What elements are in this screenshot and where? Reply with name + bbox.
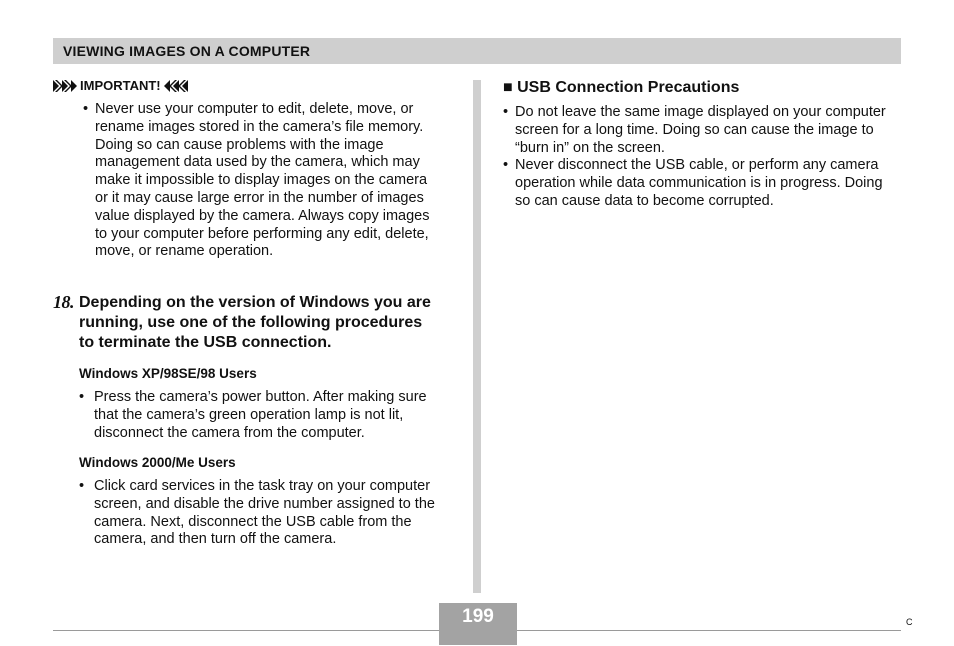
- section-header-title: VIEWING IMAGES ON A COMPUTER: [63, 43, 311, 59]
- windows-xp-bullet-item: [79, 389, 464, 442]
- corner-mark: C: [906, 617, 913, 627]
- me-line: screen, and disable the drive number assigned to the: [94, 495, 435, 512]
- important-bullet-list: [83, 101, 463, 261]
- me-line: Click card services in the task tray on your computer: [94, 478, 431, 494]
- bullet-dot: •: [503, 157, 509, 174]
- column-divider: [473, 80, 481, 593]
- important-line: to your computer before performing any edit, delete,: [95, 225, 429, 242]
- windows-xp-heading: Windows XP/98SE/98 Users: [79, 366, 257, 381]
- windows-me-heading: Windows 2000/Me Users: [79, 455, 236, 470]
- section-header-bar: [53, 38, 901, 64]
- xp-line: that the camera’s green operation lamp is not lit,: [94, 406, 404, 423]
- important-text: IMPORTANT!: [80, 78, 161, 93]
- bullet-dot: •: [79, 478, 85, 494]
- me-line: camera, and then turn off the camera.: [94, 531, 337, 548]
- step-line: to terminate the USB connection.: [79, 334, 332, 351]
- important-line: management data used by the camera, which may: [95, 154, 420, 171]
- important-line: make it impossible to display images on the camera: [95, 172, 428, 189]
- windows-me-bullet-list: [79, 478, 469, 549]
- important-line: move, or rename operation.: [95, 243, 274, 260]
- me-line: camera. Next, disconnect the USB cable from the: [94, 513, 412, 530]
- usb-precautions-list: [503, 104, 903, 211]
- usb-line: operation while data communication is in progress. Doing: [515, 175, 883, 192]
- step-number: 18.: [53, 292, 74, 312]
- usb-line: “burn in” on the screen.: [515, 139, 665, 156]
- bullet-dot: •: [83, 101, 89, 117]
- important-label: [53, 78, 188, 94]
- usb-line: screen for a long time. Doing so can cause the image to: [515, 121, 874, 138]
- usb-precautions-title: ■ USB Connection Precautions: [503, 79, 740, 96]
- important-line: Doing so can cause problems with the image: [95, 136, 384, 153]
- usb-line: Do not leave the same image displayed on your computer: [515, 104, 886, 120]
- xp-line: disconnect the camera from the computer.: [94, 424, 365, 441]
- important-left-icon: [53, 79, 77, 93]
- usb-precaution-item: [503, 104, 903, 157]
- important-bullet-item: [83, 101, 463, 261]
- usb-precaution-item: [503, 157, 903, 210]
- xp-line: Press the camera’s power button. After making sure: [94, 389, 427, 405]
- windows-xp-bullet-list: [79, 389, 464, 442]
- bullet-dot: •: [79, 389, 85, 405]
- important-right-icon: [164, 79, 188, 93]
- bullet-dot: •: [503, 104, 509, 120]
- step-line: running, use one of the following procedures: [79, 314, 423, 331]
- page-number: 199: [439, 603, 517, 631]
- windows-me-bullet-item: [79, 478, 469, 549]
- step-line: Depending on the version of Windows you are: [79, 294, 431, 311]
- important-line: or it may cause large error in the number of images: [95, 189, 424, 206]
- important-line: rename images stored in the camera’s file memory.: [95, 118, 424, 135]
- step-instruction: [79, 293, 469, 353]
- important-line: value displayed by the camera. Always copy images: [95, 207, 430, 224]
- important-line: Never use your computer to edit, delete, move, or: [95, 101, 414, 117]
- usb-line: so can cause data to become corrupted.: [515, 192, 774, 209]
- usb-line: Never disconnect the USB cable, or perform any camera: [515, 157, 879, 174]
